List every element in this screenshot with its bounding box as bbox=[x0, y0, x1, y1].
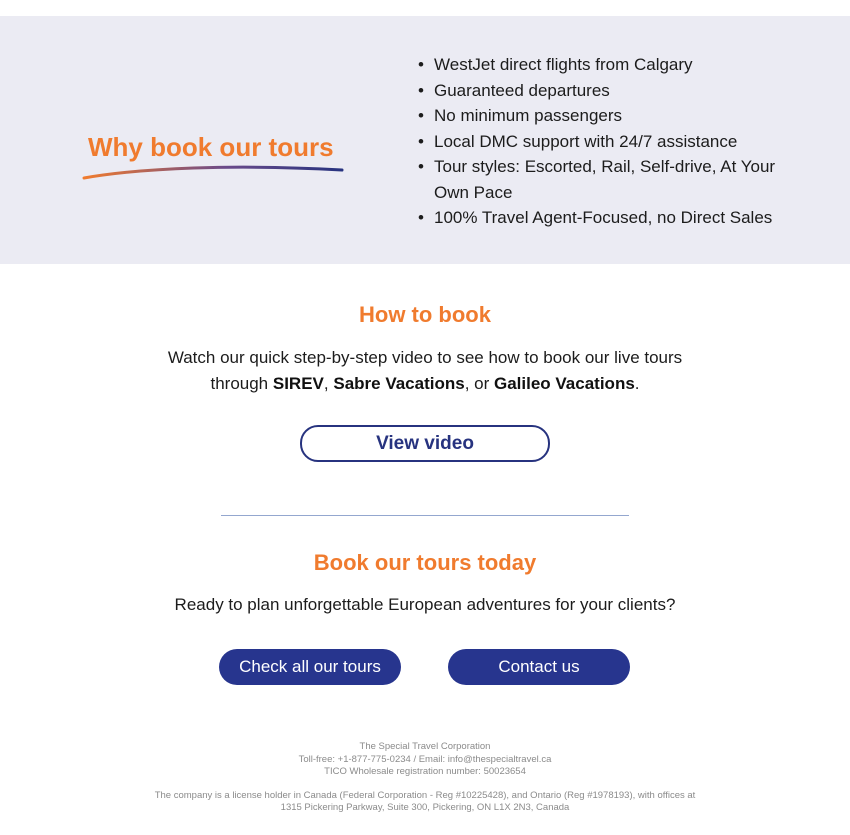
footer-license-line2: 1315 Pickering Parkway, Suite 300, Pickering, ON L1X 2N3, Canada bbox=[280, 802, 570, 813]
contact-us-button[interactable]: Contact us bbox=[448, 649, 630, 685]
how-to-book-description bbox=[155, 345, 695, 397]
list-item: • Local DMC support with 24/7 assistance bbox=[416, 129, 796, 155]
period: . bbox=[634, 374, 640, 393]
footer-tico: TICO Wholesale registration number: 50023654 bbox=[324, 766, 526, 777]
why-benefits-list bbox=[416, 52, 796, 231]
footer-contact: Toll-free: +1-877-775-0234 / Email: info@thespecialtravel.ca bbox=[298, 753, 552, 765]
sabre-label: Sabre Vacations bbox=[333, 374, 465, 393]
how-text-lead: Watch our quick step-by-step video to see how to book our live tours through bbox=[167, 348, 683, 393]
title-underline-swoosh bbox=[82, 162, 344, 182]
footer-company: The Special Travel Corporation bbox=[359, 741, 491, 752]
book-today-text-wrap bbox=[0, 592, 850, 618]
how-to-book-title: How to book bbox=[359, 302, 491, 327]
how-to-book-heading-wrap bbox=[0, 302, 850, 328]
book-today-description: Ready to plan unforgettable European adventures for your clients? bbox=[174, 595, 676, 614]
view-video-button[interactable]: View video bbox=[300, 425, 550, 462]
list-item: • Guaranteed departures bbox=[416, 78, 796, 104]
check-all-tours-button[interactable]: Check all our tours bbox=[219, 649, 401, 685]
why-book-section bbox=[0, 16, 850, 264]
section-divider bbox=[221, 515, 629, 516]
why-title: Why book our tours bbox=[88, 132, 334, 162]
list-item: • WestJet direct flights from Calgary bbox=[416, 52, 796, 78]
separator: , or bbox=[464, 374, 494, 393]
list-item: • No minimum passengers bbox=[416, 103, 796, 129]
separator: , bbox=[323, 374, 334, 393]
why-title-block bbox=[82, 132, 344, 186]
galileo-label: Galileo Vacations bbox=[494, 374, 635, 393]
book-today-title: Book our tours today bbox=[313, 550, 537, 575]
how-to-book-text-wrap bbox=[0, 345, 850, 397]
footer bbox=[0, 741, 850, 815]
book-today-heading-wrap bbox=[0, 550, 850, 576]
sirev-label: SIREV bbox=[272, 374, 324, 393]
list-item: • Tour styles: Escorted, Rail, Self-drive, At Your Own Pace bbox=[416, 154, 796, 205]
list-item: • 100% Travel Agent-Focused, no Direct Sales bbox=[416, 205, 796, 231]
footer-license-line1: The company is a license holder in Canada (Federal Corporation - Reg #10225428), and Ontario (Reg #1978193), with offices at bbox=[154, 789, 696, 801]
